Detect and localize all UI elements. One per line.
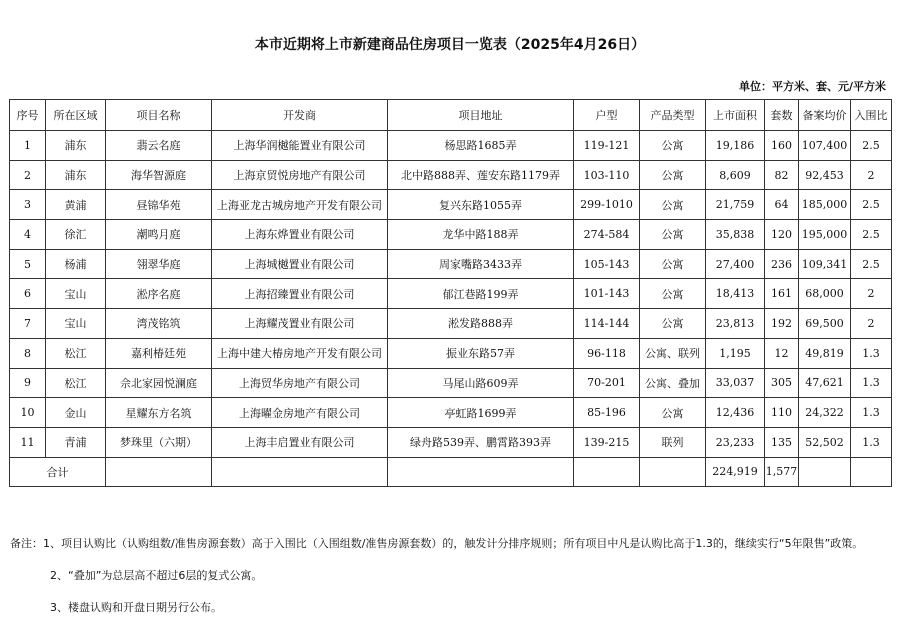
table-cell: 2 xyxy=(10,160,46,190)
table-cell: 52,502 xyxy=(799,427,851,457)
table-row xyxy=(10,398,892,428)
table-cell: 公寓 xyxy=(640,131,706,161)
table-cell: 松江 xyxy=(46,368,106,398)
table-cell: 浦东 xyxy=(46,160,106,190)
table-cell: 郁江巷路199弄 xyxy=(388,279,574,309)
table-row xyxy=(10,220,892,250)
table-cell: 公寓 xyxy=(640,398,706,428)
table-cell: 公寓、联列 xyxy=(640,338,706,368)
table-cell: 19,186 xyxy=(706,131,765,161)
table-cell: 139-215 xyxy=(574,427,640,457)
table-cell: 23,813 xyxy=(706,309,765,339)
table-row xyxy=(10,309,892,339)
table-cell: 114-144 xyxy=(574,309,640,339)
table-cell: 上海东烨置业有限公司 xyxy=(212,220,388,250)
table-cell: 北中路888弄、莲安东路1179弄 xyxy=(388,160,574,190)
table-cell: 上海招臻置业有限公司 xyxy=(212,279,388,309)
table-cell: 2.5 xyxy=(851,190,892,220)
column-header: 所在区域 xyxy=(46,100,106,131)
table-cell: 82 xyxy=(765,160,799,190)
table-cell: 翎翠华庭 xyxy=(106,249,212,279)
table-cell: 上海亚龙古城房地产开发有限公司 xyxy=(212,190,388,220)
table-row xyxy=(10,190,892,220)
page-title: 本市近期将上市新建商品住房项目一览表（2025年4月26日） xyxy=(254,37,646,53)
table-cell: 35,838 xyxy=(706,220,765,250)
total-cell: 1,577 xyxy=(765,457,799,487)
column-header: 入围比 xyxy=(851,100,892,131)
table-cell: 星耀东方名筑 xyxy=(106,398,212,428)
housing-table xyxy=(9,99,892,487)
column-header: 项目地址 xyxy=(388,100,574,131)
table-cell: 5 xyxy=(10,249,46,279)
table-cell: 公寓、叠加 xyxy=(640,368,706,398)
table-cell: 195,000 xyxy=(799,220,851,250)
table-cell: 复兴东路1055弄 xyxy=(388,190,574,220)
table-cell: 公寓 xyxy=(640,249,706,279)
table-cell: 27,400 xyxy=(706,249,765,279)
table-cell: 274-584 xyxy=(574,220,640,250)
table-cell: 1.3 xyxy=(851,338,892,368)
table-cell: 金山 xyxy=(46,398,106,428)
table-cell: 1.3 xyxy=(851,368,892,398)
table-cell: 110 xyxy=(765,398,799,428)
table-cell: 119-121 xyxy=(574,131,640,161)
table-row xyxy=(10,427,892,457)
table-cell: 绿舟路539弄、鹏霄路393弄 xyxy=(388,427,574,457)
column-header: 项目名称 xyxy=(106,100,212,131)
table-cell: 23,233 xyxy=(706,427,765,457)
table-cell: 70-201 xyxy=(574,368,640,398)
table-cell: 嘉利椿廷苑 xyxy=(106,338,212,368)
table-cell: 1,195 xyxy=(706,338,765,368)
notes xyxy=(10,528,863,624)
table-cell: 公寓 xyxy=(640,160,706,190)
table-cell: 青浦 xyxy=(46,427,106,457)
table-cell: 10 xyxy=(10,398,46,428)
table-cell: 7 xyxy=(10,309,46,339)
table-cell: 33,037 xyxy=(706,368,765,398)
table-cell: 305 xyxy=(765,368,799,398)
table-cell: 9 xyxy=(10,368,46,398)
table-cell: 64 xyxy=(765,190,799,220)
table-cell: 1 xyxy=(10,131,46,161)
table-cell: 浦东 xyxy=(46,131,106,161)
column-header: 产品类型 xyxy=(640,100,706,131)
table-cell: 109,341 xyxy=(799,249,851,279)
table-cell: 梦珠里（六期） xyxy=(106,427,212,457)
total-cell xyxy=(388,457,574,487)
table-cell: 公寓 xyxy=(640,279,706,309)
table-cell: 淞发路888弄 xyxy=(388,309,574,339)
table-cell: 160 xyxy=(765,131,799,161)
table-cell: 8,609 xyxy=(706,160,765,190)
header-row xyxy=(10,100,892,131)
table-cell: 宝山 xyxy=(46,309,106,339)
table-cell: 黄浦 xyxy=(46,190,106,220)
total-cell xyxy=(851,457,892,487)
table-cell: 公寓 xyxy=(640,220,706,250)
table-cell: 杨思路1685弄 xyxy=(388,131,574,161)
table-cell: 24,322 xyxy=(799,398,851,428)
table-cell: 101-143 xyxy=(574,279,640,309)
table-cell: 上海丰启置业有限公司 xyxy=(212,427,388,457)
table-cell: 松江 xyxy=(46,338,106,368)
table-cell: 振业东路57弄 xyxy=(388,338,574,368)
total-row xyxy=(10,457,892,487)
table-cell: 12 xyxy=(765,338,799,368)
table-cell: 昼锦华苑 xyxy=(106,190,212,220)
table-cell: 上海华润樾能置业有限公司 xyxy=(212,131,388,161)
table-cell: 公寓 xyxy=(640,190,706,220)
column-header: 户型 xyxy=(574,100,640,131)
table-cell: 105-143 xyxy=(574,249,640,279)
column-header: 备案均价 xyxy=(799,100,851,131)
table-cell: 21,759 xyxy=(706,190,765,220)
unit-label: 单位：平方米、套、元/平方米 xyxy=(738,80,886,93)
column-header: 套数 xyxy=(765,100,799,131)
table-cell: 12,436 xyxy=(706,398,765,428)
table-cell: 上海城樾置业有限公司 xyxy=(212,249,388,279)
table-cell: 49,819 xyxy=(799,338,851,368)
column-header: 开发商 xyxy=(212,100,388,131)
total-cell: 224,919 xyxy=(706,457,765,487)
table-cell: 上海曜金房地产有限公司 xyxy=(212,398,388,428)
table-cell: 18,413 xyxy=(706,279,765,309)
table-cell: 1.3 xyxy=(851,427,892,457)
table-row xyxy=(10,368,892,398)
table-cell: 185,000 xyxy=(799,190,851,220)
table-cell: 107,400 xyxy=(799,131,851,161)
table-cell: 2.5 xyxy=(851,249,892,279)
table-cell: 上海贸华房地产有限公司 xyxy=(212,368,388,398)
table-cell: 2.5 xyxy=(851,131,892,161)
table-cell: 47,621 xyxy=(799,368,851,398)
table-row xyxy=(10,131,892,161)
table-cell: 徐汇 xyxy=(46,220,106,250)
table-cell: 翡云名庭 xyxy=(106,131,212,161)
note-2: 2、“叠加”为总层高不超过6层的复式公寓。 xyxy=(50,569,263,582)
table-cell: 2 xyxy=(851,160,892,190)
table-cell: 杨浦 xyxy=(46,249,106,279)
total-cell xyxy=(799,457,851,487)
table-row xyxy=(10,279,892,309)
table-cell: 69,500 xyxy=(799,309,851,339)
table-row xyxy=(10,338,892,368)
total-cell: 合计 xyxy=(10,457,106,487)
table-cell: 6 xyxy=(10,279,46,309)
table-cell: 宝山 xyxy=(46,279,106,309)
table-cell: 8 xyxy=(10,338,46,368)
total-cell xyxy=(640,457,706,487)
table-row xyxy=(10,160,892,190)
table-cell: 120 xyxy=(765,220,799,250)
table-cell: 淞序名庭 xyxy=(106,279,212,309)
table-cell: 96-118 xyxy=(574,338,640,368)
note-1: 备注：1、项目认购比（认购组数/准售房源套数）高于入围比（入围组数/准售房源套数）的，触发计分排序规则；所有项目中凡是认购比高于1.3的，继续实行“5年限售”政策。 xyxy=(10,537,864,550)
table-cell: 上海中建大椿房地产开发有限公司 xyxy=(212,338,388,368)
table-cell: 4 xyxy=(10,220,46,250)
table-cell: 103-110 xyxy=(574,160,640,190)
total-cell xyxy=(574,457,640,487)
table-cell: 135 xyxy=(765,427,799,457)
table-cell: 1.3 xyxy=(851,398,892,428)
table-cell: 上海京贸悦房地产有限公司 xyxy=(212,160,388,190)
table-cell: 潮鸣月庭 xyxy=(106,220,212,250)
column-header: 上市面积 xyxy=(706,100,765,131)
table-cell: 299-1010 xyxy=(574,190,640,220)
table-cell: 236 xyxy=(765,249,799,279)
table-cell: 2.5 xyxy=(851,220,892,250)
table-cell: 11 xyxy=(10,427,46,457)
table-cell: 92,453 xyxy=(799,160,851,190)
table-cell: 佘北家园悦澜庭 xyxy=(106,368,212,398)
table-cell: 湾茂铭筑 xyxy=(106,309,212,339)
table-cell: 联列 xyxy=(640,427,706,457)
table-cell: 龙华中路188弄 xyxy=(388,220,574,250)
table-cell: 公寓 xyxy=(640,309,706,339)
table-row xyxy=(10,249,892,279)
table-cell: 马尾山路609弄 xyxy=(388,368,574,398)
table-cell: 68,000 xyxy=(799,279,851,309)
table-cell: 2 xyxy=(851,309,892,339)
table-cell: 161 xyxy=(765,279,799,309)
table-cell: 85-196 xyxy=(574,398,640,428)
total-cell xyxy=(106,457,212,487)
table-cell: 周家嘴路3433弄 xyxy=(388,249,574,279)
table-cell: 192 xyxy=(765,309,799,339)
table-cell: 3 xyxy=(10,190,46,220)
note-3: 3、楼盘认购和开盘日期另行公布。 xyxy=(50,601,222,614)
column-header: 序号 xyxy=(10,100,46,131)
table-cell: 2 xyxy=(851,279,892,309)
table-cell: 上海耀茂置业有限公司 xyxy=(212,309,388,339)
total-cell xyxy=(212,457,388,487)
table-cell: 海华智源庭 xyxy=(106,160,212,190)
table-cell: 亭虹路1699弄 xyxy=(388,398,574,428)
